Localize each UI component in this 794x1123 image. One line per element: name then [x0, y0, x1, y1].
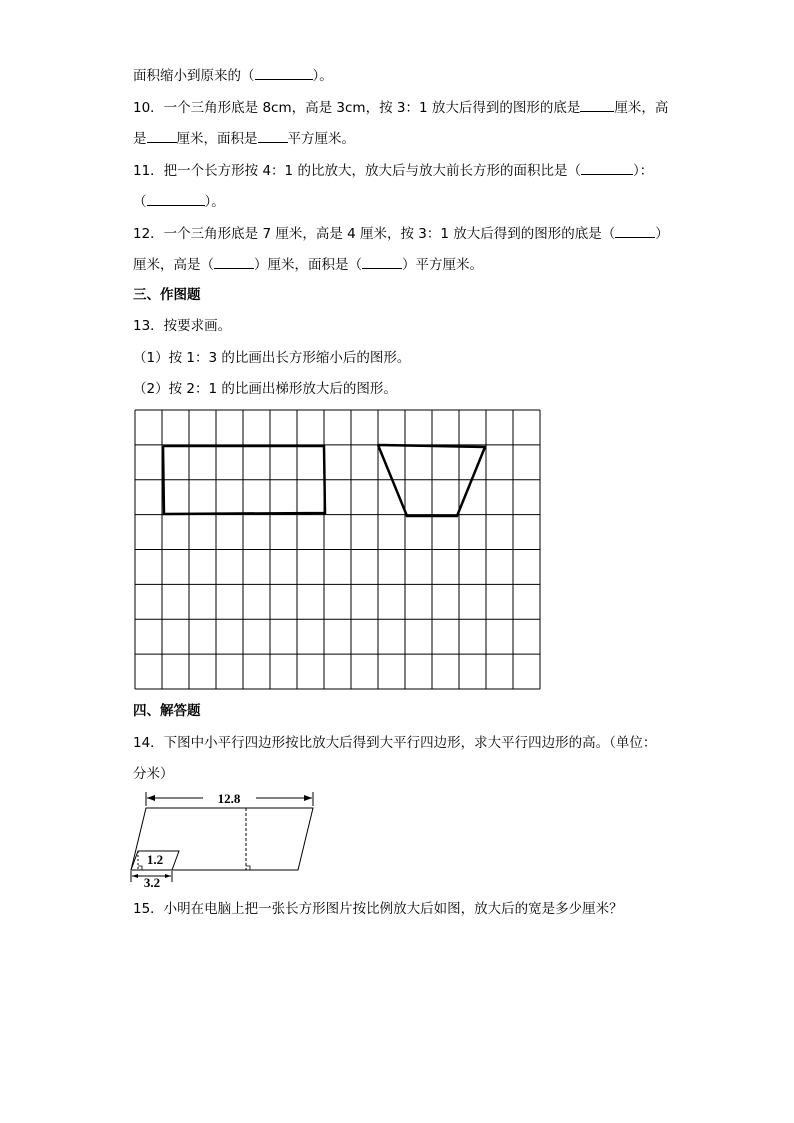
question-10-line1: 10．一个三角形底是 8cm，高是 3cm，按 3：1 放大后得到的图形的底是 厘米，高	[133, 100, 669, 116]
question-14-line2: 分米）	[133, 766, 174, 782]
section-heading-drawing: 三、作图题	[133, 287, 201, 303]
question-13-title: 13．按要求画。	[133, 318, 232, 334]
answer-blank[interactable]	[615, 224, 655, 238]
answer-blank[interactable]	[255, 66, 313, 80]
question-13-part1: （1）按 1：3 的比画出长方形缩小后的图形。	[133, 350, 411, 366]
question-15: 15．小明在电脑上把一张长方形图片按比例放大后如图，放大后的宽是多少厘米？	[133, 901, 623, 917]
answer-blank[interactable]	[581, 161, 633, 175]
answer-blank[interactable]	[580, 98, 614, 112]
parallelogram-figure	[128, 788, 328, 888]
small-base-label: 3.2	[143, 875, 161, 888]
answer-blank[interactable]	[147, 129, 177, 143]
answer-blank[interactable]	[147, 192, 205, 206]
section-heading-answers: 四、解答题	[133, 703, 201, 719]
q9-continuation: 面积缩小到原来的（ ）。	[133, 68, 333, 84]
top-width-label: 12.8	[217, 791, 241, 806]
small-height-label: 1.2	[146, 852, 164, 867]
question-14-line1: 14．下图中小平行四边形按比放大后得到大平行四边形，求大平行四边形的高。（单位：	[133, 735, 657, 751]
drawing-grid[interactable]	[134, 409, 542, 691]
question-11-line2: （ ）。	[133, 194, 225, 210]
question-12-line2: 厘米，高是（ ）厘米，面积是（ ）平方厘米。	[133, 257, 483, 273]
answer-blank[interactable]	[214, 255, 254, 269]
answer-blank[interactable]	[362, 255, 402, 269]
question-12-line1: 12．一个三角形底是 7 厘米，高是 4 厘米，按 3：1 放大后得到的图形的底是（ ）	[133, 226, 669, 242]
answer-blank[interactable]	[258, 129, 288, 143]
question-10-line2: 是 厘米，面积是 平方厘米。	[133, 131, 355, 147]
question-13-part2: （2）按 2：1 的比画出梯形放大后的图形。	[133, 381, 397, 397]
question-11-line1: 11．把一个长方形按 4：1 的比放大，放大后与放大前长方形的面积比是（ ）：	[133, 163, 654, 179]
